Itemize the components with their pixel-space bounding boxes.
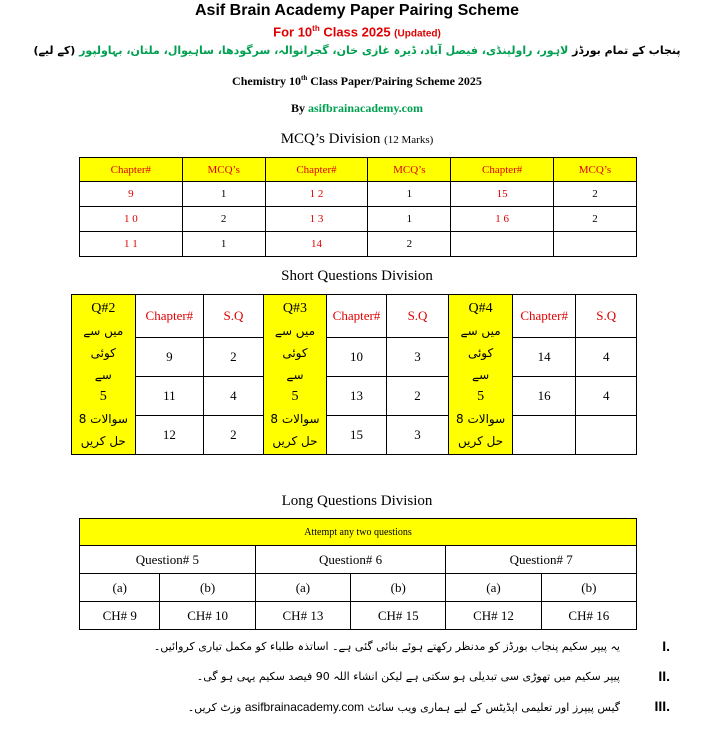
- note-text: یہ پیپر سکیم پنجاب بورڈز کو مدنظر رکھتے ہوئے بنائی گئی ہے۔ اساتذہ طلباء کو مکمل تیاری کروائیں۔: [153, 640, 620, 653]
- mcq-chapter-cell: 1 0: [80, 207, 183, 232]
- lq-chapter-cell: CH# 10: [160, 602, 255, 630]
- sq-chapter-cell: 16: [512, 377, 576, 416]
- q2-line4: حل کریں: [80, 433, 126, 448]
- note-number: I.: [662, 638, 670, 654]
- q4-num: 5: [477, 388, 485, 404]
- sq-count-header: S.Q: [576, 295, 637, 338]
- mcq-chapter-cell: 1 2: [265, 182, 368, 207]
- lq-question-cell: Question# 5: [80, 546, 256, 574]
- mcq-count-cell: 2: [553, 207, 636, 232]
- sq-count-cell: 3: [386, 338, 449, 377]
- sq-chapter-header: Chapter#: [135, 295, 204, 338]
- lq-question-cell: Question# 6: [255, 546, 446, 574]
- q4-instruction-cell: [449, 295, 513, 455]
- by-label: By: [290, 101, 308, 115]
- sq-chapter-cell: [512, 416, 576, 455]
- scheme-a: Chemistry 10: [232, 74, 302, 88]
- mcq-marks: (12 Marks): [384, 134, 434, 146]
- lq-attempt-cell: Attempt any two questions: [80, 519, 637, 546]
- mcq-chapter-cell: 15: [451, 182, 554, 207]
- by-site-link[interactable]: asifbrainacademy.com: [308, 101, 423, 115]
- scheme-sup: th: [301, 74, 308, 82]
- lq-question-row: [80, 546, 637, 574]
- q2-label: Q#2: [91, 300, 116, 316]
- sq-count-header: S.Q: [204, 295, 264, 338]
- mcq-header-cell: Chapter#: [80, 158, 183, 182]
- lq-chapter-cell: CH# 15: [351, 602, 446, 630]
- boards-prefix: پنجاب کے تمام بورڈز: [572, 44, 681, 57]
- mcq-count-cell: 1: [368, 207, 451, 232]
- q3-line1: میں سے کوئی: [274, 323, 315, 360]
- mcq-count-cell: 1: [182, 182, 265, 207]
- mcq-header-cell: Chapter#: [265, 158, 368, 182]
- mcq-row: [80, 232, 637, 257]
- long-section-title: Long Questions Division: [281, 493, 433, 509]
- page-title: Asif Brain Academy Paper Pairing Scheme: [195, 2, 519, 19]
- mcq-chapter-cell: 14: [265, 232, 368, 257]
- note-text-a: گیس پیپرز اور تعلیمی اپڈیٹس کے لیے ہماری ویب سائٹ: [367, 701, 620, 714]
- sq-chapter-cell: 12: [135, 416, 204, 455]
- q4-label: Q#4: [468, 300, 493, 316]
- sq-count-cell: 4: [204, 377, 264, 416]
- mcq-chapter-cell: 1 6: [451, 207, 554, 232]
- long-questions-table: [79, 518, 637, 630]
- sq-count-cell: 4: [576, 338, 637, 377]
- mcq-count-cell: 2: [553, 182, 636, 207]
- boards-line: [0, 44, 714, 57]
- mcq-count-cell: [553, 232, 636, 257]
- sq-chapter-cell: 15: [327, 416, 387, 455]
- q3-num: 5: [291, 388, 299, 404]
- subtitle-updated: (Updated): [394, 28, 441, 40]
- sq-chapter-cell: 14: [512, 338, 576, 377]
- sq-count-cell: [576, 416, 637, 455]
- lq-chapter-cell: CH# 16: [541, 602, 636, 630]
- lq-chapter-cell: CH# 13: [255, 602, 350, 630]
- q4-line3: 8 سوالات: [455, 411, 506, 426]
- mcq-header-cell: MCQ’s: [553, 158, 636, 182]
- boards-suffix: (کے لیے): [33, 44, 76, 57]
- sq-chapter-cell: 9: [135, 338, 204, 377]
- note-text: پیپر سکیم میں تھوڑی سی تبدیلی ہو سکتی ہے لیکن انشاء اللہ 90 فیصد سکیم یہی ہو گی۔: [196, 670, 620, 683]
- notes-list: [150, 636, 670, 726]
- sq-row: [72, 338, 637, 377]
- note-text: [188, 700, 620, 714]
- subtitle-main: For 10: [273, 24, 313, 40]
- lq-part-row: [80, 574, 637, 602]
- mcq-header-cell: Chapter#: [451, 158, 554, 182]
- q3-line4: حل کریں: [272, 433, 318, 448]
- note-site-link[interactable]: asifbrainacademy.com: [244, 700, 365, 714]
- q4-line1: میں سے کوئی: [460, 323, 501, 360]
- mcq-table: [79, 157, 637, 257]
- sq-chapter-header: Chapter#: [327, 295, 387, 338]
- boards-list: لاہور، راولپنڈی، فیصل آباد، ڈیرہ غازی خان، گجرانوالہ، سرگودھا، ساہیوال، ملتان، بہاولپور: [79, 44, 569, 57]
- note-number: III.: [654, 698, 670, 714]
- mcq-chapter-cell: 1 3: [265, 207, 368, 232]
- q2-instruction-cell: [72, 295, 136, 455]
- sq-count-cell: 3: [386, 416, 449, 455]
- lq-part-cell: (b): [541, 574, 636, 602]
- scheme-title: [0, 74, 714, 89]
- lq-part-cell: (a): [255, 574, 350, 602]
- q3-line2: سے: [286, 367, 304, 382]
- note-item: [150, 696, 670, 726]
- sq-count-cell: 2: [204, 416, 264, 455]
- mcq-row: [80, 207, 637, 232]
- mcq-header-cell: MCQ’s: [368, 158, 451, 182]
- mcq-title: MCQ’s Division: [280, 131, 381, 147]
- sq-chapter-cell: 10: [327, 338, 387, 377]
- mcq-count-cell: 2: [368, 232, 451, 257]
- mcq-count-cell: 2: [182, 207, 265, 232]
- q3-instruction-cell: [263, 295, 327, 455]
- mcq-row: [80, 182, 637, 207]
- q2-num: 5: [99, 388, 107, 404]
- class-subtitle: [0, 24, 714, 39]
- scheme-b: Class Paper/Pairing Scheme 2025: [307, 74, 482, 88]
- q3-label: Q#3: [282, 300, 308, 316]
- note-number: II.: [658, 668, 670, 684]
- sq-count-cell: 2: [386, 377, 449, 416]
- note-item: [150, 666, 670, 696]
- mcq-count-cell: 1: [368, 182, 451, 207]
- lq-part-cell: (b): [160, 574, 255, 602]
- q4-line4: حل کریں: [458, 433, 504, 448]
- byline: [0, 101, 714, 116]
- mcq-header-row: [80, 158, 637, 182]
- note-text-b: وزٹ کریں۔: [187, 701, 242, 714]
- mcq-chapter-cell: 9: [80, 182, 183, 207]
- mcq-section-title: [0, 131, 714, 148]
- lq-part-cell: (b): [351, 574, 446, 602]
- mcq-chapter-cell: [451, 232, 554, 257]
- sq-header-row: [72, 295, 637, 338]
- lq-chapter-row: [80, 602, 637, 630]
- q2-line2: سے: [94, 367, 112, 382]
- q2-line1: میں سے کوئی: [83, 323, 124, 360]
- sq-row: [72, 416, 637, 455]
- short-section-title: Short Questions Division: [281, 268, 433, 284]
- short-questions-table: [71, 294, 637, 455]
- q3-line3: 8 سوالات: [270, 411, 320, 426]
- mcq-count-cell: 1: [182, 232, 265, 257]
- lq-part-cell: (a): [446, 574, 541, 602]
- lq-chapter-cell: CH# 9: [80, 602, 160, 630]
- mcq-header-cell: MCQ’s: [182, 158, 265, 182]
- subtitle-rest: Class 2025: [319, 24, 395, 40]
- sq-chapter-header: Chapter#: [512, 295, 576, 338]
- lq-attempt-row: [80, 519, 637, 546]
- q2-line3: 8 سوالات: [78, 411, 128, 426]
- lq-question-cell: Question# 7: [446, 546, 637, 574]
- sq-chapter-cell: 13: [327, 377, 387, 416]
- sq-count-cell: 4: [576, 377, 637, 416]
- lq-chapter-cell: CH# 12: [446, 602, 541, 630]
- mcq-chapter-cell: 1 1: [80, 232, 183, 257]
- q4-line2: سے: [472, 367, 490, 382]
- subtitle-sup: th: [312, 24, 320, 33]
- sq-count-header: S.Q: [386, 295, 449, 338]
- sq-count-cell: 2: [204, 338, 264, 377]
- lq-part-cell: (a): [80, 574, 160, 602]
- sq-chapter-cell: 11: [135, 377, 204, 416]
- note-item: [150, 636, 670, 666]
- sq-row: [72, 377, 637, 416]
